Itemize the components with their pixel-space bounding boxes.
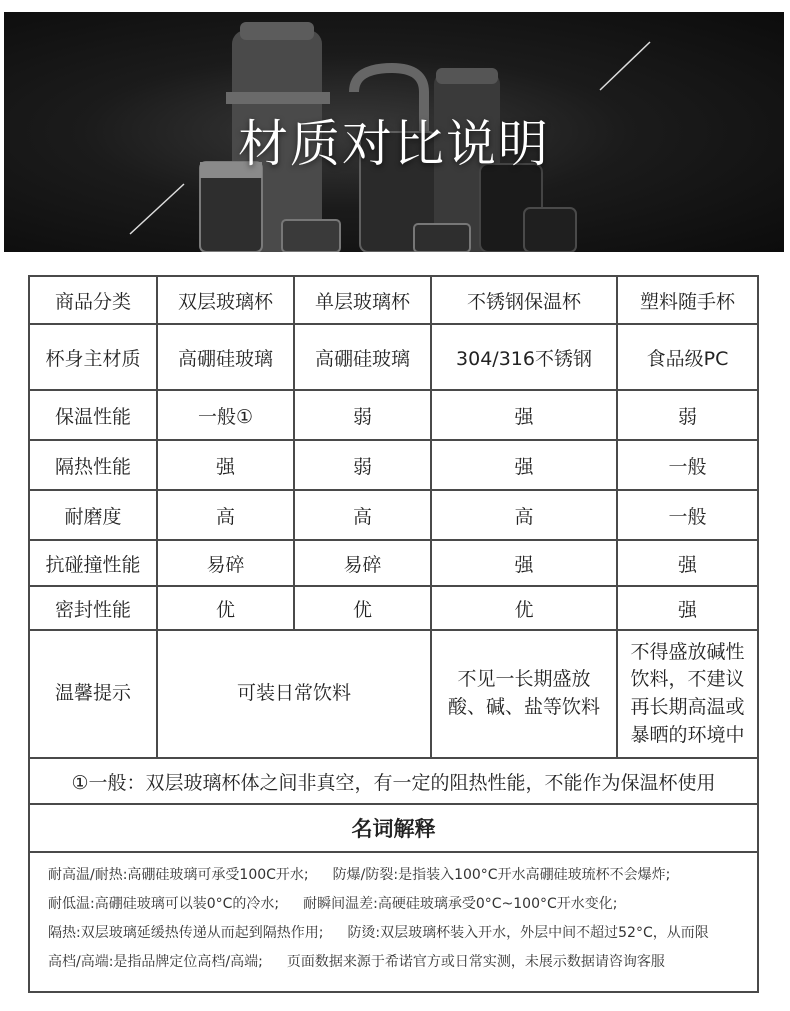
table-cell: 一般① [157, 390, 294, 440]
table-header-row [29, 276, 758, 324]
table-row [29, 440, 758, 490]
glossary-row [29, 852, 758, 992]
table-cell: 食品级PC [617, 324, 758, 390]
table-cell: 强 [617, 540, 758, 586]
glossary-term: 隔热:双层玻璃延缓热传递从而起到隔热作用; [48, 925, 324, 941]
glossary-line [48, 890, 757, 919]
table-cell: 易碎 [294, 540, 431, 586]
glossary-title: 名词解释 [29, 804, 758, 852]
page-title: 材质对比说明 [238, 115, 550, 173]
glossary-term: 页面数据来源于希诺官方或日常实测，未展示数据请咨询客服 [286, 954, 665, 970]
glossary-header-row [29, 804, 758, 852]
table-cell: 优 [157, 586, 294, 630]
glossary-body [29, 852, 758, 992]
table-cell: 弱 [294, 440, 431, 490]
table-cell: 强 [617, 586, 758, 630]
tips-row [29, 630, 758, 758]
table-row [29, 490, 758, 540]
glossary-term: 耐高温/耐热:高硼硅玻璃可承受100C开水; [48, 867, 309, 883]
table-row [29, 586, 758, 630]
header-banner [4, 12, 784, 252]
glossary-line [48, 861, 757, 890]
table-cell: 强 [157, 440, 294, 490]
row-label: 温馨提示 [29, 630, 157, 758]
header-cell: 商品分类 [29, 276, 157, 324]
table-cell: 强 [431, 440, 617, 490]
row-label: 杯身主材质 [29, 324, 157, 390]
tips-plastic-cell [617, 630, 758, 758]
row-label: 隔热性能 [29, 440, 157, 490]
table-row [29, 390, 758, 440]
footnote-row [29, 758, 758, 804]
glossary-term: 高档/高端:是指品牌定位高档/高端; [48, 954, 263, 970]
table-cell: 优 [294, 586, 431, 630]
table-cell: 强 [431, 540, 617, 586]
glossary-term: 耐瞬间温差:高硬硅玻璃承受0°C~100°C开水变化; [303, 896, 618, 912]
row-label: 保温性能 [29, 390, 157, 440]
table-cell: 强 [431, 390, 617, 440]
footnote: ①一般：双层玻璃杯体之间非真空，有一定的阻热性能，不能作为保温杯使用 [29, 758, 758, 804]
decor-line-bottom-left [130, 184, 184, 234]
glossary-term: 防爆/防裂:是指装入100°C开水高硼硅玻琉杯不会爆炸; [332, 867, 671, 883]
table-cell: 304/316不锈钢 [431, 324, 617, 390]
table-cell: 弱 [294, 390, 431, 440]
tips-steel-cell [431, 630, 617, 758]
row-label: 抗碰撞性能 [29, 540, 157, 586]
glossary-line [48, 919, 757, 948]
table-cell: 高 [431, 490, 617, 540]
row-label: 耐磨度 [29, 490, 157, 540]
glossary-term: 耐低温:高硼硅玻璃可以装0°C的冷水; [48, 896, 280, 912]
tips-line: 再长期高温或 [630, 696, 745, 718]
header-cell: 双层玻璃杯 [157, 276, 294, 324]
table-cell: 高硼硅玻璃 [157, 324, 294, 390]
table-row [29, 324, 758, 390]
table-cell: 高硼硅玻璃 [294, 324, 431, 390]
table-cell: 一般 [617, 440, 758, 490]
table-cell: 弱 [617, 390, 758, 440]
table-cell: 高 [294, 490, 431, 540]
table-cell: 一般 [617, 490, 758, 540]
tips-line: 不得盛放碱性 [630, 640, 745, 663]
table-cell: 高 [157, 490, 294, 540]
row-label: 密封性能 [29, 586, 157, 630]
material-comparison-table [28, 275, 759, 993]
glossary-term: 防烫:双层玻璃杯装入开水，外层中间不超过52°C，从而限 [347, 925, 709, 941]
decor-line-top-right [600, 42, 650, 90]
glossary-line [48, 948, 757, 977]
header-cell: 单层玻璃杯 [294, 276, 431, 324]
tips-line: 酸、碱、盐等饮料 [447, 696, 600, 718]
tips-line: 不见一长期盛放 [457, 668, 591, 691]
table-cell: 易碎 [157, 540, 294, 586]
tips-glass-cell: 可装日常饮料 [157, 630, 431, 758]
header-cell: 不锈钢保温杯 [431, 276, 617, 324]
tips-line: 暴晒的环境中 [630, 723, 745, 746]
tips-line: 饮料，不建议 [630, 668, 745, 691]
header-cell: 塑料随手杯 [617, 276, 758, 324]
table-row [29, 540, 758, 586]
table-cell: 优 [431, 586, 617, 630]
